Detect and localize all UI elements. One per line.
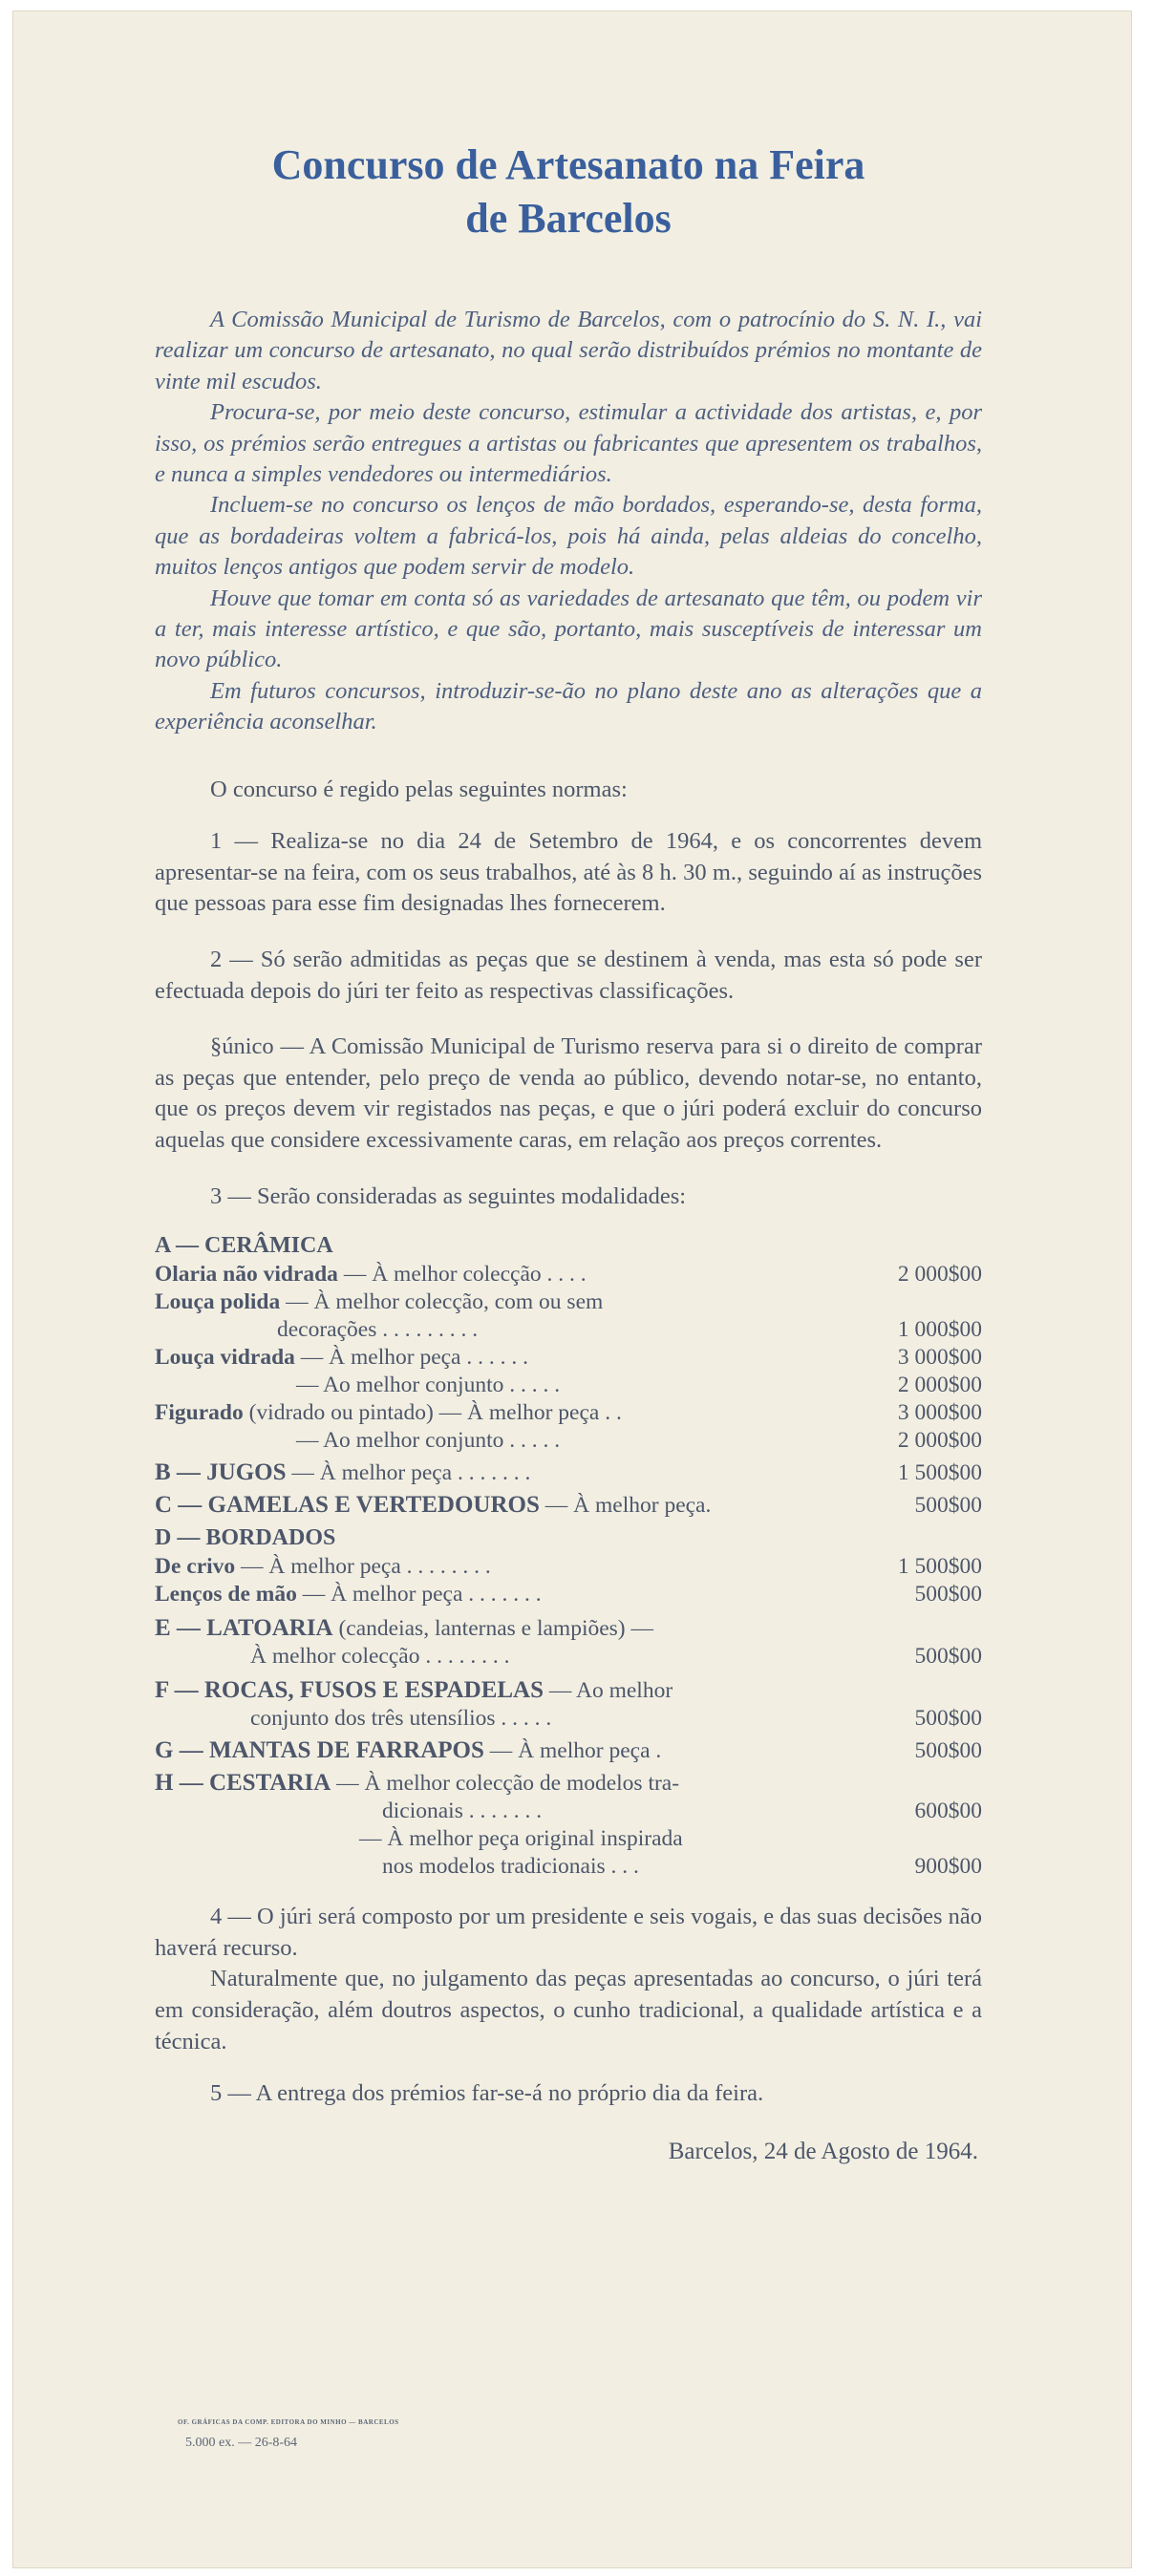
prize-desc: — Ao melhor conjunto . . . . . (296, 1373, 561, 1398)
rule-5: 5 — A entrega dos prémios far-se-á no próprio dia da feira. (210, 2080, 764, 2107)
prize-label: De crivo (155, 1554, 236, 1580)
prize-desc: conjunto dos três utensílios . . . . . (250, 1706, 552, 1732)
rule-3: 3 — Serão consideradas as seguintes modalidades: (210, 1182, 687, 1209)
prize-row (155, 1581, 982, 1608)
rule-4: 4 — O júri será composto por um presidente e seis vogais, e das suas decisões não haverá recurso. (155, 1904, 982, 1961)
intro-paragraph: Em futuros concursos, introduzir-se-ão no plano deste ano as alterações que a experiência aconselhar. (155, 677, 982, 735)
rule-4-note: Naturalmente que, no julgamento das peças apresentadas ao concurso, o júri terá em consideração, além doutros aspectos, o cunho tradicional, a qualidade artística e a técnica. (155, 1966, 982, 2054)
prize-desc: — À melhor colecção de modelos tra- (331, 1771, 680, 1797)
closing-section (155, 1881, 982, 2167)
prize-label: Louça polida (155, 1289, 281, 1315)
category-rocas: F — ROCAS, FUSOS E ESPADELAS (155, 1677, 544, 1704)
prize-desc: — À melhor peça . . . . . . . (296, 1582, 542, 1607)
prize-amount: 600$00 (914, 1799, 982, 1824)
rules-section (155, 738, 982, 1232)
prize-row (155, 1769, 982, 1798)
prize-amount: 1 500$00 (897, 1554, 982, 1580)
prize-row (155, 1458, 982, 1487)
prize-desc: — À melhor peça . . . . . . (294, 1345, 528, 1371)
document-title (155, 138, 982, 245)
prize-row (155, 1705, 982, 1733)
prize-row (155, 1853, 982, 1881)
category-ceramica: A — CERÂMICA (155, 1233, 333, 1259)
prize-desc: — À melhor peça . . . . . . . . (235, 1554, 491, 1580)
prize-row (155, 1261, 982, 1288)
intro-paragraph: Houve que tomar em conta só as variedades de artesanato que têm, ou podem vir a ter, mais interesse artístico, e que são, portanto, mais susceptíveis de interessar um novo público. (155, 585, 982, 673)
prize-desc: — À melhor peça . . . . . . . (286, 1460, 531, 1486)
prize-desc: — Ao melhor (544, 1678, 673, 1704)
prize-row (155, 1372, 982, 1399)
prize-row (155, 1825, 982, 1853)
category-gamelas: C — GAMELAS E VERTEDOUROS (155, 1492, 540, 1519)
printer-imprint (178, 2418, 399, 2451)
prize-amount: 500$00 (914, 1738, 982, 1764)
prize-amount: 1 500$00 (897, 1460, 982, 1486)
prize-amount: 2 000$00 (897, 1428, 982, 1454)
prize-row (155, 1427, 982, 1455)
prize-amount: 500$00 (914, 1493, 982, 1519)
prize-amount: 3 000$00 (897, 1345, 982, 1371)
prize-row (155, 1676, 982, 1705)
edition-note: 5.000 ex. — 26-8-64 (185, 2436, 298, 2450)
title-line-2: de Barcelos (465, 195, 672, 242)
rule-unico: §único — A Comissão Municipal de Turismo reserva para si o direito de comprar as peças que entender, pelo preço de venda ao público, devendo notar-se, no entanto, que os preços devem vir registados nas peças, e que o júri poderá excluir do concurso aquelas que considere excessivamente caras, em relação aos preços correntes. (155, 1033, 982, 1154)
prize-amount: 1 000$00 (897, 1317, 982, 1343)
prize-desc: (candeias, lanternas e lampiões) — (332, 1616, 654, 1642)
prize-label: Lenços de mão (155, 1582, 297, 1607)
printer-name: OF. GRÁFICAS DA COMP. EDITORA DO MINHO — BARCELOS (178, 2418, 399, 2426)
prize-amount: 500$00 (914, 1706, 982, 1732)
prize-desc: nos modelos tradicionais . . . (382, 1854, 639, 1880)
prize-row (155, 1798, 982, 1825)
prize-desc: À melhor colecção . . . . . . . . (250, 1644, 510, 1670)
category-cestaria: H — CESTARIA (155, 1770, 331, 1797)
prize-amount: 2 000$00 (897, 1262, 982, 1288)
category-jugos: B — JUGOS (155, 1459, 287, 1486)
intro-paragraph: A Comissão Municipal de Turismo de Barcelos, com o patrocínio do S. N. I., vai realizar um concurso de artesanato, no qual serão distribuídos prémios no montante de vinte mil escudos. (155, 307, 982, 394)
intro-section (155, 305, 982, 738)
prize-label: Louça vidrada (155, 1345, 295, 1371)
prize-row (155, 1288, 982, 1316)
category-latoaria: E — LATOARIA (155, 1615, 333, 1642)
prize-amount: 500$00 (914, 1582, 982, 1607)
prize-row (155, 1399, 982, 1427)
prize-desc: — À melhor peça original inspirada (359, 1826, 683, 1852)
prize-row (155, 1643, 982, 1671)
prize-desc: — À melhor peça. (539, 1493, 712, 1519)
prize-list (155, 1231, 982, 1881)
prize-label: Olaria não vidrada (155, 1262, 338, 1288)
prize-desc: — À melhor colecção, com ou sem (280, 1289, 604, 1315)
signature-date: Barcelos, 24 de Agosto de 1964. (668, 2138, 978, 2164)
prize-amount: 500$00 (914, 1644, 982, 1670)
intro-paragraph: Incluem-se no concurso os lenços de mão bordados, esperando-se, desta forma, que as bordadeiras voltem a fabricá-los, pois há ainda, pelas aldeias do concelho, muitos lenços antigos que podem servir de modelo. (155, 492, 982, 581)
prize-desc: (vidrado ou pintado) — À melhor peça . . (243, 1400, 622, 1426)
rule-2: 2 — Só serão admitidas as peças que se destinem à venda, mas esta só pode ser efectuada depois do júri ter feito as respectivas classificações. (155, 947, 982, 1004)
prize-desc: decorações . . . . . . . . . (277, 1317, 479, 1343)
category-mantas: G — MANTAS DE FARRAPOS (155, 1737, 484, 1764)
prize-row (155, 1316, 982, 1344)
prize-amount: 3 000$00 (897, 1400, 982, 1426)
prize-amount: 2 000$00 (897, 1373, 982, 1398)
document (155, 138, 982, 2167)
prize-row (155, 1344, 982, 1372)
title-line-1: Concurso de Artesanato na Feira (271, 141, 865, 188)
prize-row (155, 1553, 982, 1581)
prize-desc: — À melhor colecção . . . . (337, 1262, 587, 1288)
prize-row (155, 1736, 982, 1765)
prize-amount: 900$00 (914, 1854, 982, 1880)
intro-paragraph: Procura-se, por meio deste concurso, estimular a actividade dos artistas, e, por isso, os prémios serão entregues a artistas ou fabricantes que apresentem os trabalhos, e nunca a simples vendedores ou intermediários. (155, 399, 982, 488)
prize-row (155, 1491, 982, 1520)
prize-desc: — Ao melhor conjunto . . . . . (296, 1428, 561, 1454)
prize-row (155, 1614, 982, 1643)
prize-desc: — À melhor peça . (483, 1738, 662, 1764)
prize-label: Figurado (155, 1400, 244, 1426)
prize-desc: dicionais . . . . . . . (382, 1799, 543, 1824)
rules-intro: O concurso é regido pelas seguintes normas: (210, 776, 628, 802)
category-bordados: D — BORDADOS (155, 1525, 336, 1551)
rule-1: 1 — Realiza-se no dia 24 de Setembro de 1964, e os concorrentes devem apresentar-se na feira, com os seus trabalhos, até às 8 h. 30 m., seguindo aí as instruções que pessoas para esse fim designadas lhes fornecerem. (155, 828, 982, 917)
